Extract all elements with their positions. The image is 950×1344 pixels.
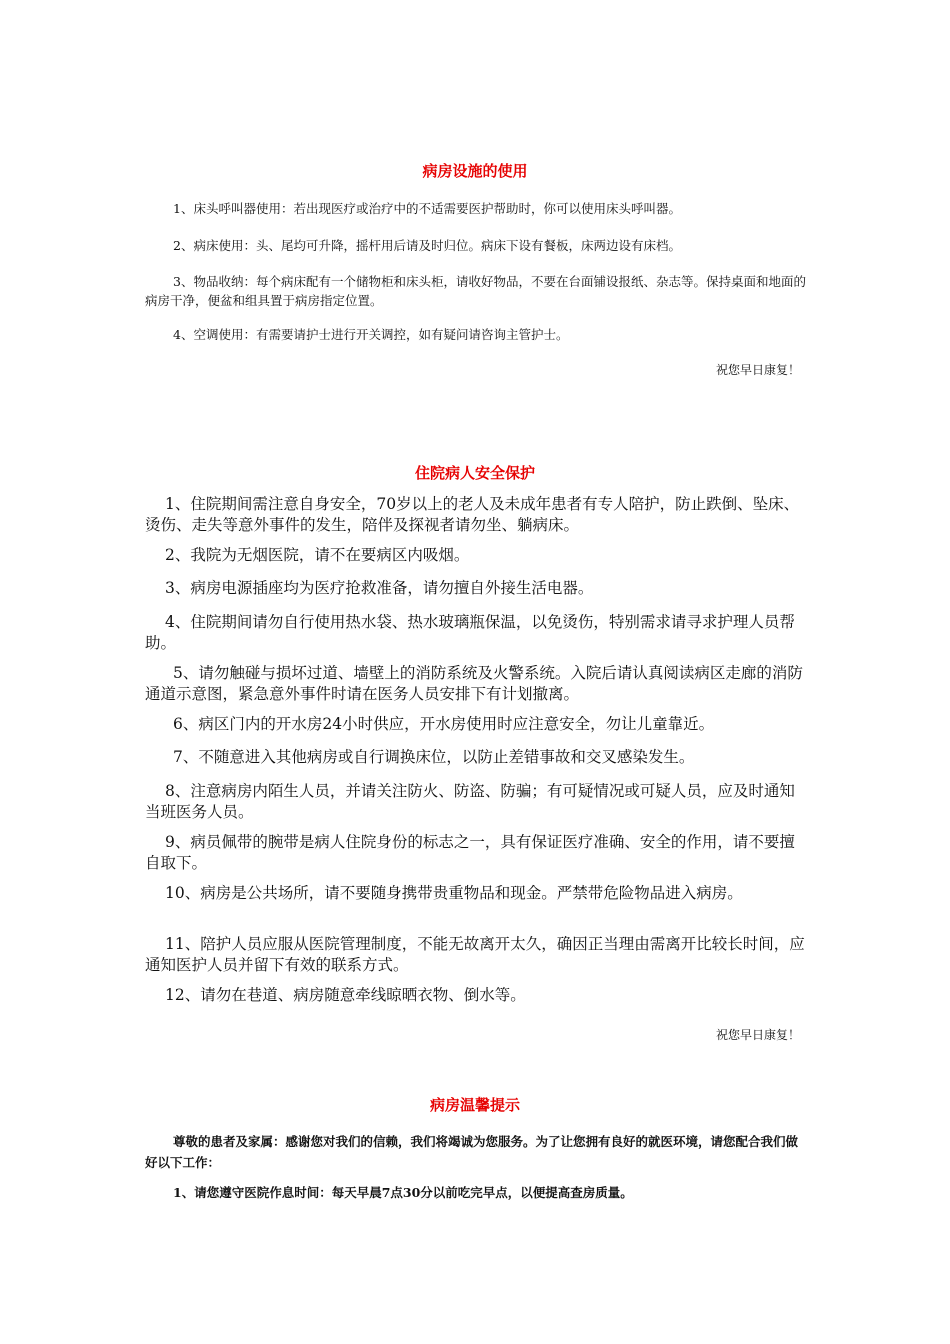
facilities-item-2: 2、病床使用：头、尾均可升降，摇杆用后请及时归位。病床下设有餐板，床两边设有床档。 xyxy=(173,238,681,253)
safety-item-4: 4、住院期间请勿自行使用热水袋、热水玻璃瓶保温，以免烫伤，特别需求请寻求护理人员帮助。 xyxy=(145,613,795,652)
closing-wish-2: 祝您早日康复！ xyxy=(715,1028,800,1042)
section-title-tips: 病房温馨提示 xyxy=(429,1096,520,1114)
safety-item-11: 11、陪护人员应服从医院管理制度，不能无故离开太久，确因正当理由需离开比较长时间，应通知医护人员并留下有效的联系方式。 xyxy=(145,935,805,974)
tips-item-1: 1、请您遵守医院作息时间：每天早晨7点30分以前吃完早点，以便提高查房质量。 xyxy=(173,1185,633,1200)
safety-item-7: 7、不随意进入其他病房或自行调换床位，以防止差错事故和交叉感染发生。 xyxy=(173,748,695,766)
safety-item-10: 10、病房是公共场所，请不要随身携带贵重物品和现金。严禁带危险物品进入病房。 xyxy=(165,884,743,902)
facilities-item-3: 3、物品收纳：每个病床配有一个储物柜和床头柜，请收好物品，不要在台面铺设报纸、杂志等。保持桌面和地面的病房干净，便盆和组具置于病房指定位置。 xyxy=(145,274,806,308)
facilities-item-4: 4、空调使用：有需要请护士进行开关调控，如有疑问请咨询主管护士。 xyxy=(173,327,569,342)
facilities-item-1: 1、床头呼叫器使用：若出现医疗或治疗中的不适需要医护帮助时，你可以使用床头呼叫器。 xyxy=(173,201,681,216)
safety-item-12: 12、请勿在巷道、病房随意牵线晾晒衣物、倒水等。 xyxy=(165,986,526,1004)
safety-item-1: 1、住院期间需注意自身安全，70岁以上的老人及未成年患者有专人陪护，防止跌倒、坠床、烫伤、走失等意外事件的发生，陪伴及探视者请勿坐、躺病床。 xyxy=(145,495,800,534)
closing-wish-1: 祝您早日康复！ xyxy=(715,363,800,377)
safety-item-8: 8、注意病房内陌生人员，并请关注防火、防盗、防骗；有可疑情况或可疑人员，应及时通知当班医务人员。 xyxy=(145,782,795,821)
safety-item-3: 3、病房电源插座均为医疗抢救准备，请勿擅自外接生活电器。 xyxy=(165,579,594,597)
safety-item-2: 2、我院为无烟医院，请不在要病区内吸烟。 xyxy=(165,546,470,564)
safety-item-9: 9、病员佩带的腕带是病人住院身份的标志之一，具有保证医疗准确、安全的作用，请不要擅自取下。 xyxy=(145,833,795,872)
safety-item-5: 5、请勿触碰与损坏过道、墙壁上的消防系统及火警系统。入院后请认真阅读病区走廊的消防通道示意图，紧急意外事件时请在医务人员安排下有计划撤离。 xyxy=(145,664,803,703)
section-title-safety: 住院病人安全保护 xyxy=(414,464,535,482)
tips-greeting: 尊敬的患者及家属：感谢您对我们的信赖，我们将竭诚为您服务。为了让您拥有良好的就医环境，请您配合我们做好以下工作： xyxy=(145,1134,799,1170)
section-title-facilities: 病房设施的使用 xyxy=(422,162,528,180)
safety-item-6: 6、病区门内的开水房24小时供应，开水房使用时应注意安全，勿让儿童靠近。 xyxy=(173,715,715,733)
